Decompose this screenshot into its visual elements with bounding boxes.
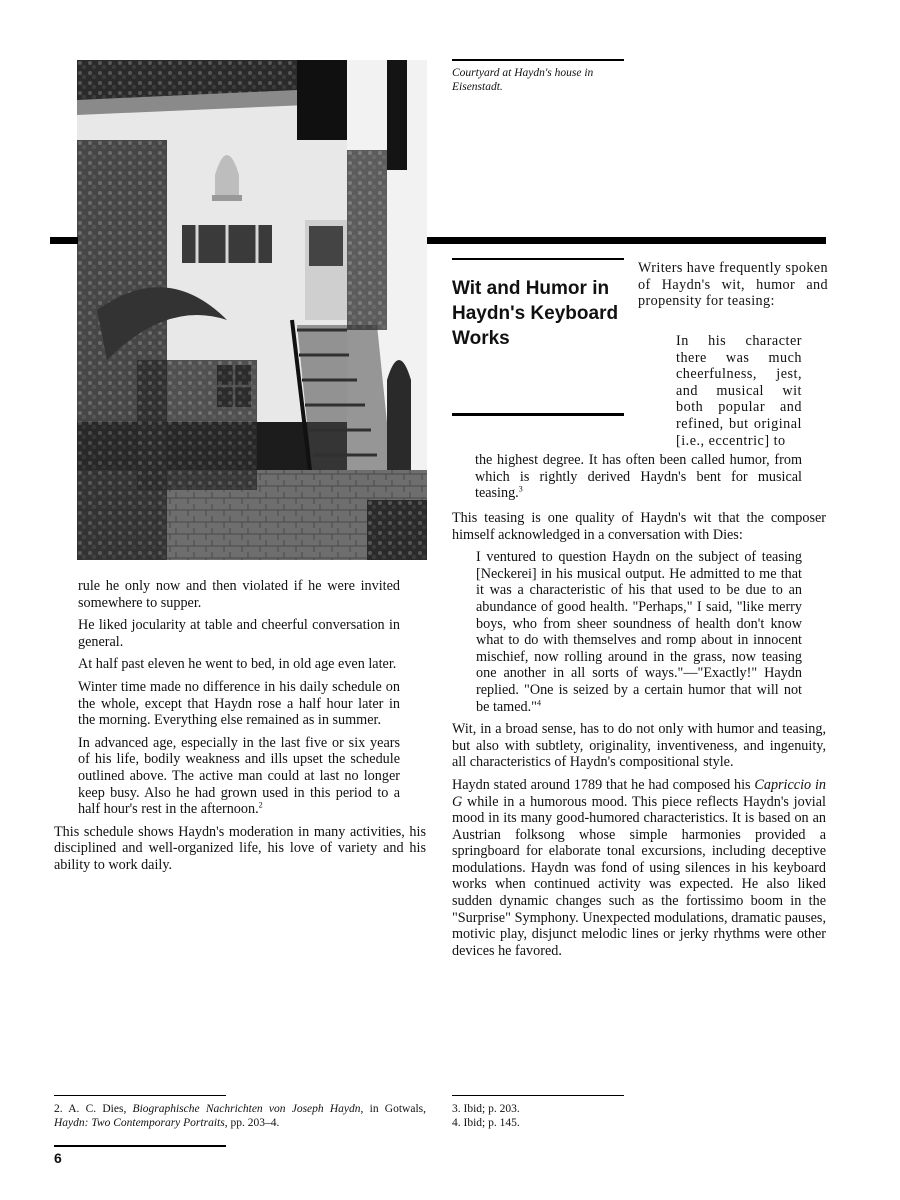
footnote-3: 3. Ibid; p. 203.: [452, 1103, 520, 1115]
photo-caption: Courtyard at Haydn's house in Eisenstadt.: [452, 67, 594, 93]
quote1-wide: [475, 452, 802, 502]
left-paragraph-2: He liked jocularity at table and cheerful conversation in general.: [78, 617, 400, 650]
footnote-rule-left: [54, 1095, 226, 1096]
page-number: 6: [54, 1150, 62, 1166]
right-paragraph-1: This teasing is one quality of Haydn's wit that the composer himself acknowledged in a conversation with Dies:: [452, 510, 826, 543]
footnote-ref-3: 3: [518, 484, 523, 494]
footnote-2-mid: , in Gotwals,: [360, 1103, 427, 1115]
left-band-rule: [50, 237, 78, 244]
quote1-narrow: In his character there was much cheerfulness, jest, and musical wit both popular and refined, but original [i.e., eccentric] to: [676, 333, 802, 449]
footnote-ref-4: 4: [536, 697, 541, 707]
footnote-4: 4. Ibid; p. 145.: [452, 1117, 520, 1129]
right-paragraph-3-rest: while in a humorous mood. This piece reflects Haydn's jovial mood in its many good-humored characteristics. It is based on an Austrian folksong whose simple harmonies provided a springboard for elaborate tonal excursions, including deceptive modulations. Haydn was fond of using silences in his keyboard works when continued activity was expected. He also liked sudden dynamic changes such as the fortissimo boom in the "Surprise" Symphony. Unexpected modulations, dramatic pauses, motivic play, disjunct melodic lines or jerky rhythms were other devices he favored.: [452, 793, 826, 959]
footnote-2-end: , pp. 203–4.: [224, 1117, 280, 1129]
right-band-rule: [427, 237, 826, 244]
left-paragraph-5-text: In advanced age, especially in the last five or six years of his life, bodily weakness and ills upset the schedule outlined above. The active man could at last no longer keep busy. Also he had grown used in this period to a half hour's rest in the afternoon.: [78, 734, 400, 818]
page-number-rule: [54, 1145, 226, 1147]
footnote-2-title1: Biographische Nachrichten von Joseph Haydn: [132, 1103, 361, 1115]
dies-quote-text: I ventured to question Haydn on the subject of teasing [Neckerei] in his musical output. He admitted to me that it was a characteristic of his that used to be due to an abundance of good health. "Perhaps," I said, "like merry boys, who from sheer soundness of health don't know what to do with themselves and romp about in innocent mischief, now rolling around in the grass, now teasing one another in all sorts of ways."—"Exactly!" Haydn replied. "One is seized by a certain humor that will not be tamed.": [476, 549, 802, 715]
left-paragraph-3: At half past eleven he went to bed, in old age even later.: [78, 656, 397, 673]
left-paragraph-1: rule he only now and then violated if he were invited somewhere to supper.: [78, 578, 400, 611]
heading-bottom-rule: [452, 413, 624, 416]
left-paragraph-6: This schedule shows Haydn's moderation in many activities, his disciplined and well-organized life, his love of variety and his ability to work daily.: [54, 823, 426, 873]
footnotes-right: [452, 1102, 652, 1130]
footnote-2: [54, 1102, 426, 1130]
footnote-2-start: 2. A. C. Dies,: [54, 1103, 133, 1115]
right-paragraph-2: Wit, in a broad sense, has to do not only with humor and teasing, but also with subtlety, originality, inventiveness, and ingenuity, all characteristics of Haydn's compositional style.: [452, 721, 826, 771]
section-heading: Wit and Humor in Haydn's Keyboard Works: [452, 278, 619, 349]
quote1-wide-text: the highest degree. It has often been called humor, from which is rightly derived Haydn's bent for musical teasing.: [475, 452, 802, 502]
heading-top-rule: [452, 258, 624, 260]
left-paragraph-5: [78, 735, 400, 818]
footnote-rule-right: [452, 1095, 624, 1096]
footnote-ref-2: 2: [258, 800, 263, 810]
capriccio-title: Capriccio in G: [452, 776, 826, 810]
dies-quote: [476, 549, 802, 715]
right-column: [452, 510, 826, 965]
right-paragraph-3-start: Haydn stated around 1789 that he had composed his: [452, 776, 755, 793]
right-paragraph-3: [452, 777, 826, 960]
intro-paragraph: Writers have frequently spoken of Haydn's wit, humor and propensity for teasing:: [638, 260, 828, 310]
footnote-2-title2: Haydn: Two Contemporary Portraits: [54, 1117, 225, 1129]
left-paragraph-4: Winter time made no difference in his daily schedule on the whole, except that Haydn rose a half hour later in the morning. Everything else remained as in summer.: [78, 678, 400, 729]
left-column: [54, 578, 426, 880]
caption-top-rule: [452, 59, 624, 61]
courtyard-photo: [77, 60, 427, 560]
